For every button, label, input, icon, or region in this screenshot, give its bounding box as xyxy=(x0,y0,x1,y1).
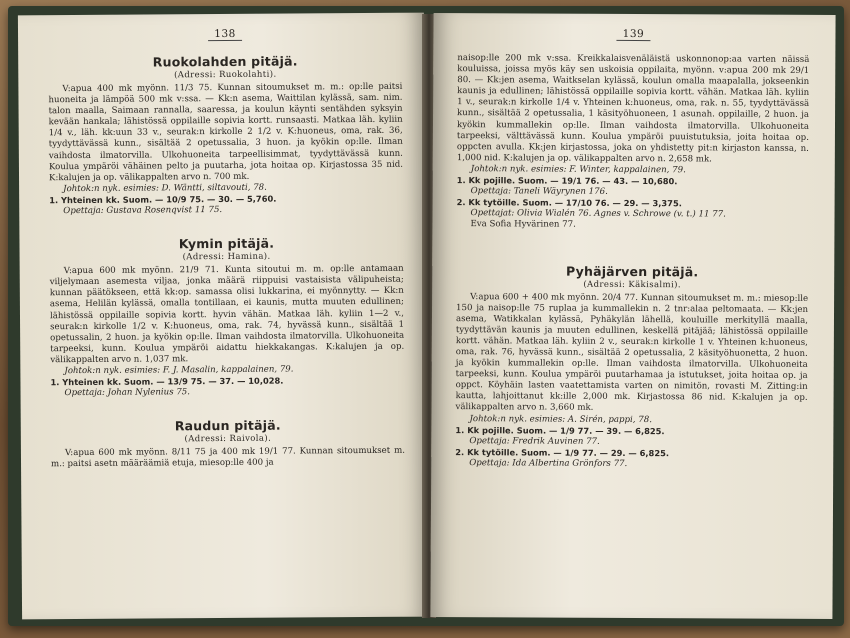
teacher-line: Opettajat: Olivia Wialén 76. Agnes v. Schrowe (v. t.) 11 77. xyxy=(470,208,726,220)
section-paragraph: V:apua 600 + 400 mk myönn. 20/4 77. Kunnan sitoumukset m. m.: miesop:lle 150 ja naisop:lle 75 ruplaa ja kummallekin n. 2 tnr:alaa peltomaata. — Kk:jen asema, Watikkalan kylässä, Pyhäkylän lähellä, kouluille merkityllä maalla, tyydyttävän kaunis ja muuten edullinen, keskellä pitäjää; lähistössä oppilaille kortt. vähän. Matkaa läh. kyliin 2 v., seurak:n kirkolle 1 v. Yhteinen k:huoneus, oma, rak. 76, hyvässä kunn., sisältää 2 opetussalia, 2 käsityöhuonetta, 2 huon. ja kyökin kummallekin op:lle. Ilman vaihdosta ilmatorvilla. Ulkohuoneita tarpeeksi, kunn. Koulua ympäröi puutarhamaa ja istutukset, joita hoitaa op. ja oppct. Köyhäin lasten vaatettamista varten on nimitön, rovasti M. Zitting:in kautta, lahjoittanut kk:ille 2,000 mk. Kirjastossa 86 nid. K:kalujen ja op. välikappalten arvo n. 3,660 mk. xyxy=(455,291,809,414)
section-address: (Adressi: Ruokolahti). xyxy=(174,69,277,81)
johtokunta-line: Johtok:n nyk. esimies: F. Winter, kappalainen, 79. xyxy=(470,164,686,176)
teacher-line: Opettaja: Taneli Wäyrynen 176. xyxy=(470,186,608,197)
page-number: 139 xyxy=(457,27,809,41)
page-number: 138 xyxy=(48,27,402,41)
section-paragraph: V:apua 600 mk myönn. 21/9 71. Kunta sitoutui m. m. op:lle antamaan viljelymaan asemesta viljaa, jonka määrä riippuisi vastaisista välipuheista; kunnan päätökseen, että kk:op. samassa olisi lukkarina, ei myönnytty. — Kk:n asema, Helilän kylässä, omalla tontillaan, ei kaunis, mutta muuten edullinen; lähistössä oppilaille sopivia kortt. hyvin vähän. Matkaa läh. kyliin 1—2 v., seurak:n kirkolle 1/2 v. K:huoneus, oma, rak. 74, hyvässä kunn., sisältää 1 opetussalin, 2 huon. ja kyökin op:lle. Ilman vaihdosta ilmatorvilla. Ulkohuoneita tarpeeksi, kunn. Koulua ympäröi aidattu hiekkakangas. K:kalujen ja op. välikappalten arvo n. 1,037 mk. xyxy=(49,263,405,366)
class-line: 1. Yhteinen kk. Suom. — 10/9 75. — 30. — 5,760. xyxy=(49,193,277,206)
teacher-line: Opettaja: Johan Nylenius 75. xyxy=(64,387,191,399)
section-paragraph: V:apua 400 mk myönn. 11/3 75. Kunnan sitoumukset m. m.: op:lle paitsi huoneita ja lämpöä 500 mk v:ssa. — Kk:n asema, Waittilan kylässä, sam. nim. talon maalla, Saimaan rannalla, saaressa, ja koulun käynti sentähden syksyin kevään hankala; lähistössä oppilaille sopivia kortt. runsaasti. Matkaa läh. kyliin 1/4 v., läh. kk:uun 33 v., seurak:n kirkolle 2 1/2 v. K:huoneus, oma, rak. 36, tyydyttävässä kunn., sisältää 2 opetussalia, 3 huon. ja kyökin op:lle. Ilman vaihdosta ilmatorvilla. Ulkohuoneita tarpeellisimmat, tyydyttävässä kunn. Koulua ympäröi vähäinen pelto ja puutarha, jota hoitaa op. Kirjastossa 35 nid. K:kalujen ja op. välikappalten arvo n. 700 mk. xyxy=(48,81,403,183)
section-address: (Adressi: Hamina). xyxy=(182,251,271,263)
johtokunta-line: Johtok:n nyk. esimies: F. J. Masalin, kappalainen, 79. xyxy=(64,364,294,377)
class-line: 2. Kk tytöille. Suom. — 1/9 77. — 29. — 6,825. xyxy=(455,446,670,459)
johtokunta-line: Johtok:n nyk. esimies: A. Sirén, pappi, 78. xyxy=(469,413,652,425)
johtokunta-line: Johtok:n nyk. esimies: D. Wäntti, siltavouti, 78. xyxy=(63,182,267,194)
left-page xyxy=(18,13,428,620)
teacher-line: Opettaja: Ida Albertina Grönfors 77. xyxy=(469,458,628,469)
section-title: Ruokolahden pitäjä. xyxy=(152,53,298,70)
section-title: Pyhäjärven pitäjä. xyxy=(566,263,699,279)
class-line: 1. Yhteinen kk. Suom. — 13/9 75. — 37. — 10,028. xyxy=(50,375,284,388)
section-title: Raudun pitäjä. xyxy=(174,417,281,434)
class-line: 2. Kk tytöille. Suom. — 17/10 76. — 29. — 3,375. xyxy=(456,197,682,209)
teacher-line: Eva Sofia Hyvärinen 77. xyxy=(470,219,576,231)
right-page xyxy=(430,13,835,619)
class-line: 1. Kk pojille. Suom. — 1/9 77. — 39. — 6,825. xyxy=(455,424,665,436)
section-paragraph: naisop:lle 200 mk v:ssa. Kreikkalaisvenäläistä uskonnonop:aa varten näissä kouluissa, joissa myös käy sen uskoisia oppilaita, myönn. v:apua 200 mk 29/1 80. — Kk:jen asema, Waitkselan kylässä, koulun omalla maapalalla, jokseenkin kaunis ja edullinen; lähistössä oppilaille sopivia kortt. vähän. Matkaa läh. kyliin 1 v., seurak:n kirkolle 1/4 v. Yhteinen k:huoneus, oma, rak. n. 55, tyydyttävässä kunn., sisältää 2 opetussalia, 1 käsityöhuoneen, 1 asunah. oppilaille, 2 huon. ja kyökin kummallekin op:lle. Ilman vaihdosta ilmatorvilla. Ulkohuoneita tarpeeksi, välttävässä kunn. Koulua ympäröi puuistutuksia, joita hoitaa op. oppcten avulla. Kk:jen kirjastossa, joka on yhdistetty pit:n kirjaston kanssa, n. 1,000 nid. K:kalujen ja op. välikappalten arvo n. 2,658 mk. xyxy=(456,53,810,165)
section-title: Kymin pitäjä. xyxy=(178,235,275,252)
section-paragraph: V:apua 600 mk myönn. 8/11 75 ja 400 mk 19/1 77. Kunnan sitoumukset m. m.: paitsi asetn määräämiä etuja, miesop:lle 400 ja xyxy=(50,445,405,470)
section-address: (Adressi: Käkisalmi). xyxy=(583,279,682,290)
class-line: 1. Kk pojille. Suom. — 19/1 76. — 43. — 10,680. xyxy=(456,175,678,187)
open-book xyxy=(8,6,844,626)
section-address: (Adressi: Raivola). xyxy=(184,433,272,445)
teacher-line: Opettaja: Fredrik Auvinen 77. xyxy=(469,435,600,447)
teacher-line: Opettaja: Gustava Rosenqvist 11 75. xyxy=(63,205,223,217)
